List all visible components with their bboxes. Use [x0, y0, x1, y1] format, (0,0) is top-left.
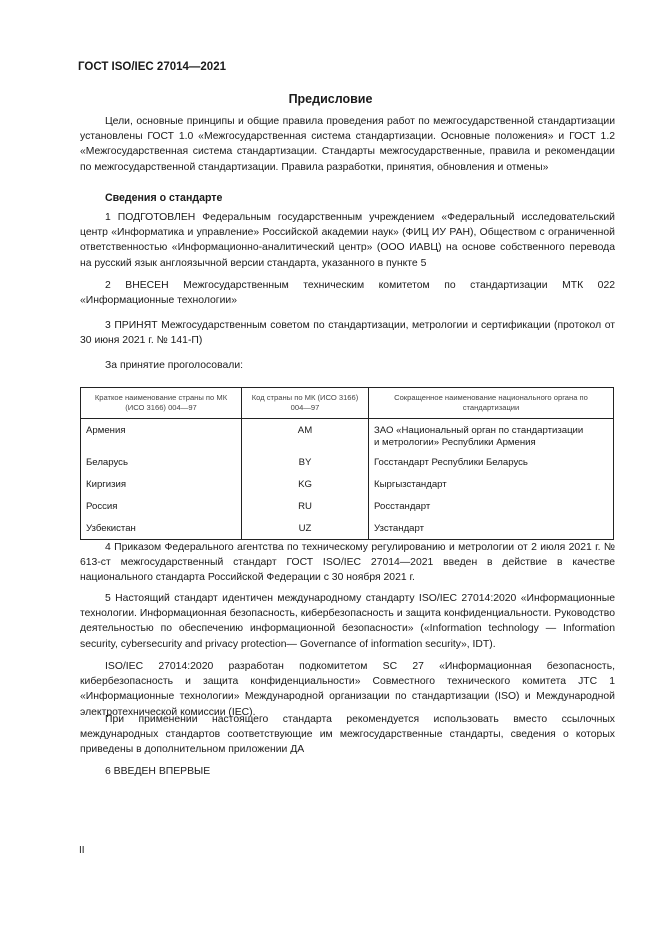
- voted-label: За принятие проголосовали:: [105, 360, 244, 371]
- country-cell: Россия: [81, 493, 242, 515]
- item-4-paragraph: 4 Приказом Федерального агентства по техническому регулированию и метрологии от 2 июля 2021 г. № 613-ст межгосударственный стандарт ГОСТ ISO/IEC 27014—2021 введен в действие в качестве национального стандарта Российской Федерации с 30 ноября 2021 г.: [80, 542, 615, 584]
- body-cell: Кыргызстандарт: [369, 471, 614, 493]
- code-cell: RU: [242, 493, 369, 515]
- code-cell: AM: [242, 419, 369, 452]
- page-number: II: [79, 845, 85, 856]
- country-cell: Беларусь: [81, 451, 242, 471]
- item-5-paragraph: 5 Настоящий стандарт идентичен международному стандарту ISO/IEC 27014:2020 «Информационные технологии. Информационная безопасность, кибербезопасность и защита конфиденциальности. Руководство деятельностью по обеспечению информационной безопасности» («Information technology — Information security, cybersecurity and privacy protection— Governance of information security», IDT).: [80, 593, 615, 650]
- item-6-paragraph: 6 ВВЕДЕН ВПЕРВЫЕ: [105, 766, 211, 777]
- item-5-paragraph-2: ISO/IEC 27014:2020 разработан подкомитетом SC 27 «Информационная безопасность, кибербезопасность и защита конфиденциальности» Совместного технического комитета JTC 1 «Информационные технологии» Международной организации по стандартизации (ISO) и Международной электротехнической комиссии (IEC).: [80, 661, 615, 718]
- table-header-row: [81, 388, 614, 419]
- intro-paragraph: Цели, основные принципы и общие правила проведения работ по межгосударственной стандартизации установлены ГОСТ 1.0 «Межгосударственная система стандартизации. Основные положения» и ГОСТ 1.2 «Межгосударственная система стандартизации. Стандарты межгосударственные, правила и рекомендации по межгосударственной стандартизации. Правила разработки, принятия, обновления и отмены»: [80, 116, 615, 173]
- body-cell: Узстандарт: [369, 515, 614, 540]
- table-header-country: Краткое наименование страны по МК (ИСО 3166) 004—97: [81, 388, 242, 419]
- body-cell: Госстандарт Республики Беларусь: [369, 451, 614, 471]
- table-row: [81, 419, 614, 452]
- code-cell: KG: [242, 471, 369, 493]
- table-row: [81, 451, 614, 471]
- info-heading: Сведения о стандарте: [105, 192, 223, 204]
- body-cell-line: и метрологии» Республики Армения: [374, 437, 536, 448]
- item-5-paragraph-3: При применении настоящего стандарта рекомендуется использовать вместо ссылочных международных стандартов соответствующие им межгосударственные стандарты, сведения о которых приведены в дополнительном приложении ДА: [80, 714, 615, 756]
- country-cell: Узбекистан: [81, 515, 242, 540]
- page-title: Предисловие: [288, 92, 373, 106]
- body-cell: Росстандарт: [369, 493, 614, 515]
- table-header-body: Сокращенное наименование национального органа по стандартизации: [369, 388, 614, 419]
- body-cell-line: ЗАО «Национальный орган по стандартизации: [374, 425, 584, 436]
- table-row: [81, 493, 614, 515]
- country-cell: Киргизия: [81, 471, 242, 493]
- table-row: [81, 471, 614, 493]
- item-1-paragraph: 1 ПОДГОТОВЛЕН Федеральным государственным учреждением «Федеральный исследовательский центр «Информатика и управление» Российской академии наук» (ФИЦ ИУ РАН), Обществом с ограниченной ответственностью «Информационно-аналитический центр» (ООО ИАВЦ) на основе собственного перевода на русский язык англоязычной версии стандарта, указанного в пункте 5: [80, 212, 615, 269]
- code-cell: BY: [242, 451, 369, 471]
- voting-table: [80, 387, 614, 540]
- body-cell: [369, 419, 614, 452]
- table-row: [81, 515, 614, 540]
- table-header-code: Код страны по МК (ИСО 3166) 004—97: [242, 388, 369, 419]
- item-2-paragraph: 2 ВНЕСЕН Межгосударственным техническим комитетом по стандартизации МТК 022 «Информационные технологии»: [80, 280, 615, 307]
- standard-code-header: ГОСТ ISO/IEC 27014—2021: [78, 61, 226, 73]
- code-cell: UZ: [242, 515, 369, 540]
- country-cell: Армения: [81, 419, 242, 452]
- item-3-paragraph: 3 ПРИНЯТ Межгосударственным советом по стандартизации, метрологии и сертификации (протокол от 30 июня 2021 г. № 141-П): [80, 320, 615, 347]
